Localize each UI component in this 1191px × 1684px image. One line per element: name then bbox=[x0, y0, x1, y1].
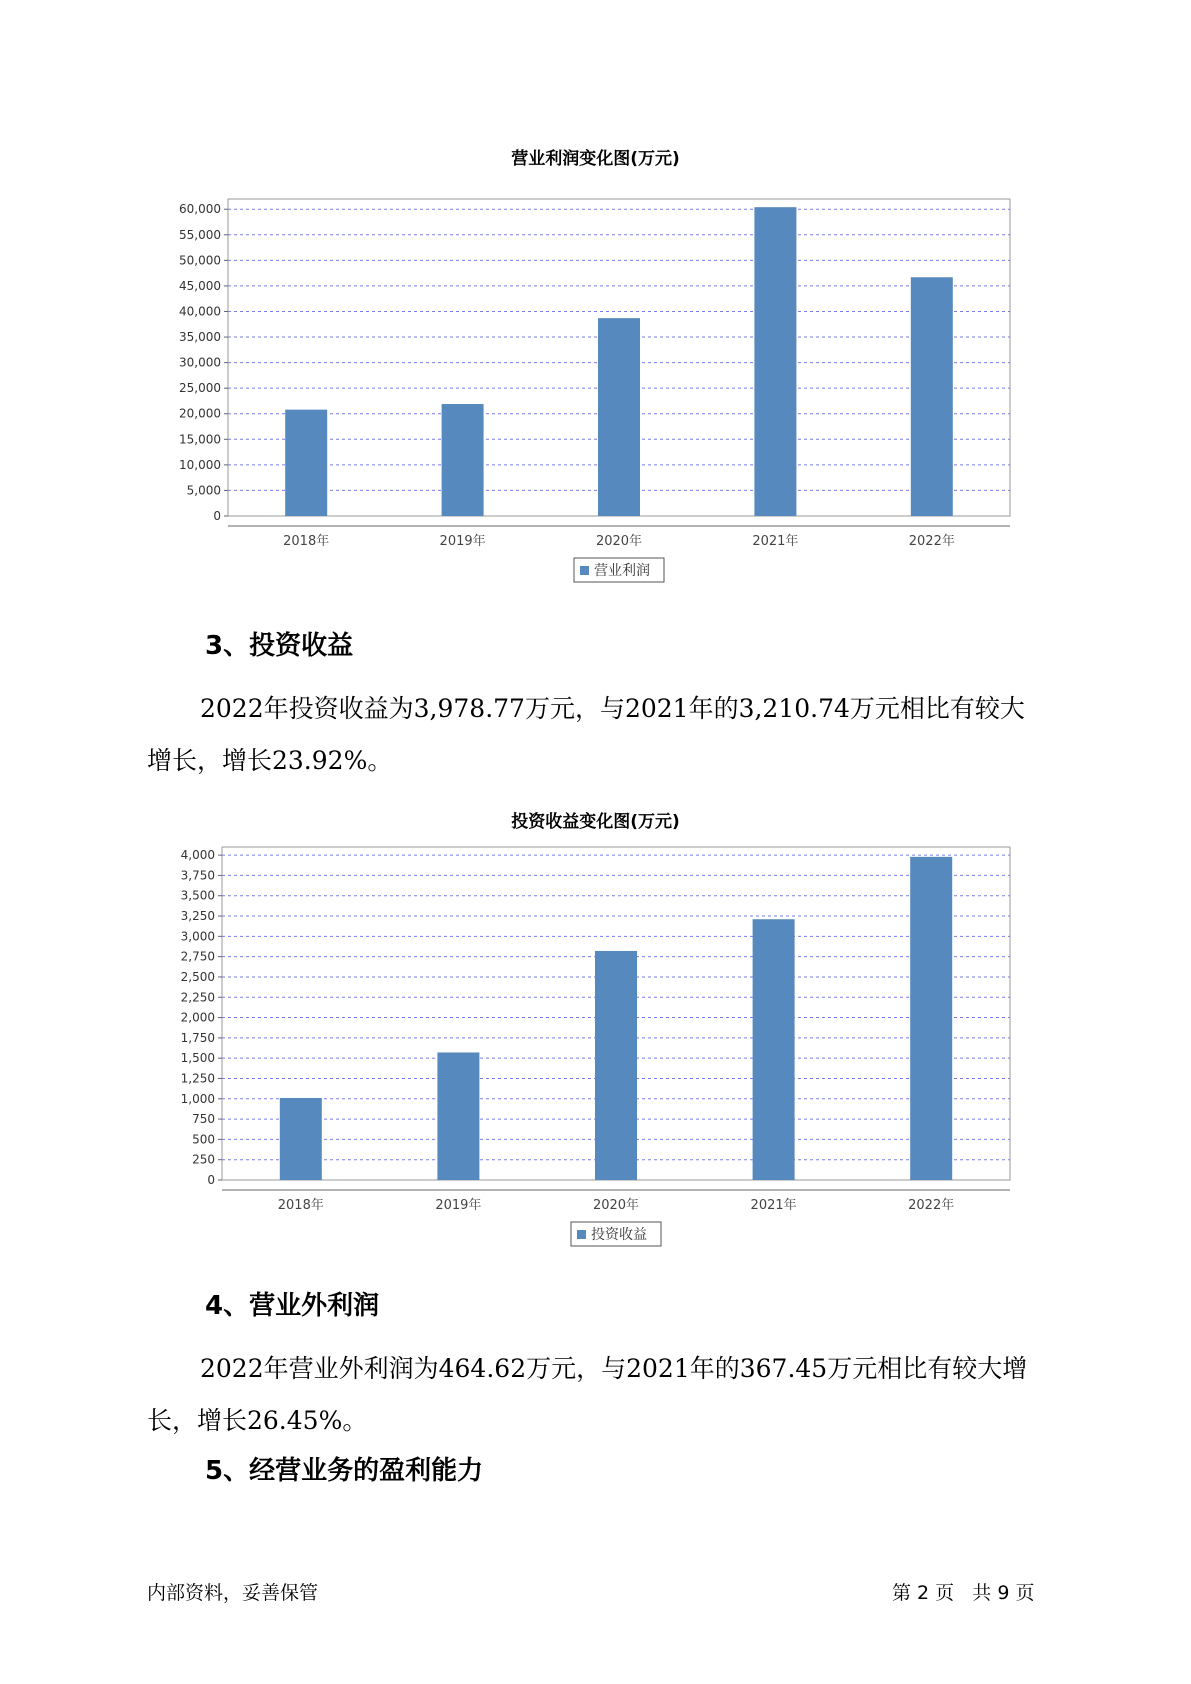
y-tick-label: 55,000 bbox=[179, 227, 221, 242]
y-tick-label: 35,000 bbox=[179, 330, 221, 345]
x-tick-label: 2021年 bbox=[752, 534, 799, 549]
legend-swatch bbox=[580, 566, 589, 575]
y-tick-label: 25,000 bbox=[179, 381, 221, 396]
y-tick-label: 0 bbox=[213, 509, 221, 523]
legend-label: 投资收益 bbox=[591, 1227, 647, 1243]
y-tick-label: 40,000 bbox=[179, 304, 221, 319]
y-tick-label: 4,000 bbox=[180, 848, 215, 863]
bar-2021年 bbox=[753, 919, 795, 1180]
bar-2018年 bbox=[280, 1098, 322, 1180]
y-tick-label: 3,000 bbox=[180, 929, 215, 944]
y-tick-label: 15,000 bbox=[179, 432, 221, 447]
x-tick-label: 2020年 bbox=[592, 1198, 640, 1213]
y-tick-label: 2,500 bbox=[180, 969, 215, 984]
x-tick-label: 2018年 bbox=[277, 1198, 324, 1213]
y-tick-label: 3,750 bbox=[180, 868, 215, 883]
y-tick-label: 1,500 bbox=[180, 1051, 215, 1066]
section3-heading: 3、投资收益 bbox=[205, 631, 354, 661]
y-tick-label: 750 bbox=[192, 1112, 215, 1127]
x-tick-label: 2021年 bbox=[750, 1198, 797, 1213]
bar-2022年 bbox=[910, 857, 952, 1180]
section4-heading: 4、营业外利润 bbox=[205, 1291, 380, 1321]
y-tick-label: 2,750 bbox=[180, 949, 215, 964]
x-tick-label: 2022年 bbox=[908, 1198, 955, 1213]
chart2-title: 投资收益变化图(万元) bbox=[511, 812, 680, 832]
y-tick-label: 60,000 bbox=[179, 202, 221, 217]
section4-paragraph: 2022年营业外利润为464.62万元，与2021年的367.45万元相比有较大增长，增长26.45%。 bbox=[147, 1354, 1028, 1435]
bar-2022年 bbox=[911, 277, 953, 516]
y-tick-label: 45,000 bbox=[179, 278, 221, 293]
y-tick-label: 2,250 bbox=[180, 990, 215, 1005]
footer-confidential: 内部资料，妥善保管 bbox=[147, 1582, 319, 1604]
x-tick-label: 2019年 bbox=[439, 534, 486, 549]
bar-2019年 bbox=[442, 404, 484, 516]
investment-income-chart bbox=[0, 804, 1191, 1254]
y-tick-label: 2,000 bbox=[180, 1010, 215, 1025]
x-tick-label: 2018年 bbox=[283, 534, 330, 549]
y-tick-label: 5,000 bbox=[186, 483, 221, 498]
y-tick-label: 3,500 bbox=[180, 888, 215, 903]
x-tick-label: 2022年 bbox=[908, 534, 955, 549]
y-tick-label: 500 bbox=[192, 1132, 215, 1147]
bar-2021年 bbox=[754, 207, 796, 516]
legend-label: 营业利润 bbox=[594, 563, 650, 579]
x-tick-label: 2020年 bbox=[595, 534, 643, 549]
y-tick-label: 30,000 bbox=[179, 355, 221, 370]
y-tick-label: 1,250 bbox=[180, 1071, 215, 1086]
bar-2019年 bbox=[437, 1052, 479, 1180]
y-tick-label: 0 bbox=[207, 1173, 215, 1187]
bar-2020年 bbox=[595, 951, 637, 1180]
y-tick-label: 1,000 bbox=[180, 1091, 215, 1106]
operating-profit-chart bbox=[0, 140, 1191, 590]
section5-heading: 5、经营业务的盈利能力 bbox=[205, 1456, 484, 1486]
chart1-title: 营业利润变化图(万元) bbox=[511, 149, 680, 169]
x-tick-label: 2019年 bbox=[435, 1198, 482, 1213]
bar-2020年 bbox=[598, 318, 640, 516]
section3-paragraph: 2022年投资收益为3,978.77万元，与2021年的3,210.74万元相比有较大增长，增长23.92%。 bbox=[147, 694, 1025, 775]
y-tick-label: 250 bbox=[192, 1152, 215, 1167]
bar-2018年 bbox=[285, 410, 327, 516]
y-tick-label: 3,250 bbox=[180, 909, 215, 924]
y-tick-label: 1,750 bbox=[180, 1030, 215, 1045]
y-tick-label: 20,000 bbox=[179, 406, 221, 421]
y-tick-label: 10,000 bbox=[179, 457, 221, 472]
footer-page-number: 第 2 页 共 9 页 bbox=[892, 1582, 1035, 1604]
y-tick-label: 50,000 bbox=[179, 253, 221, 268]
legend-swatch bbox=[577, 1230, 586, 1239]
